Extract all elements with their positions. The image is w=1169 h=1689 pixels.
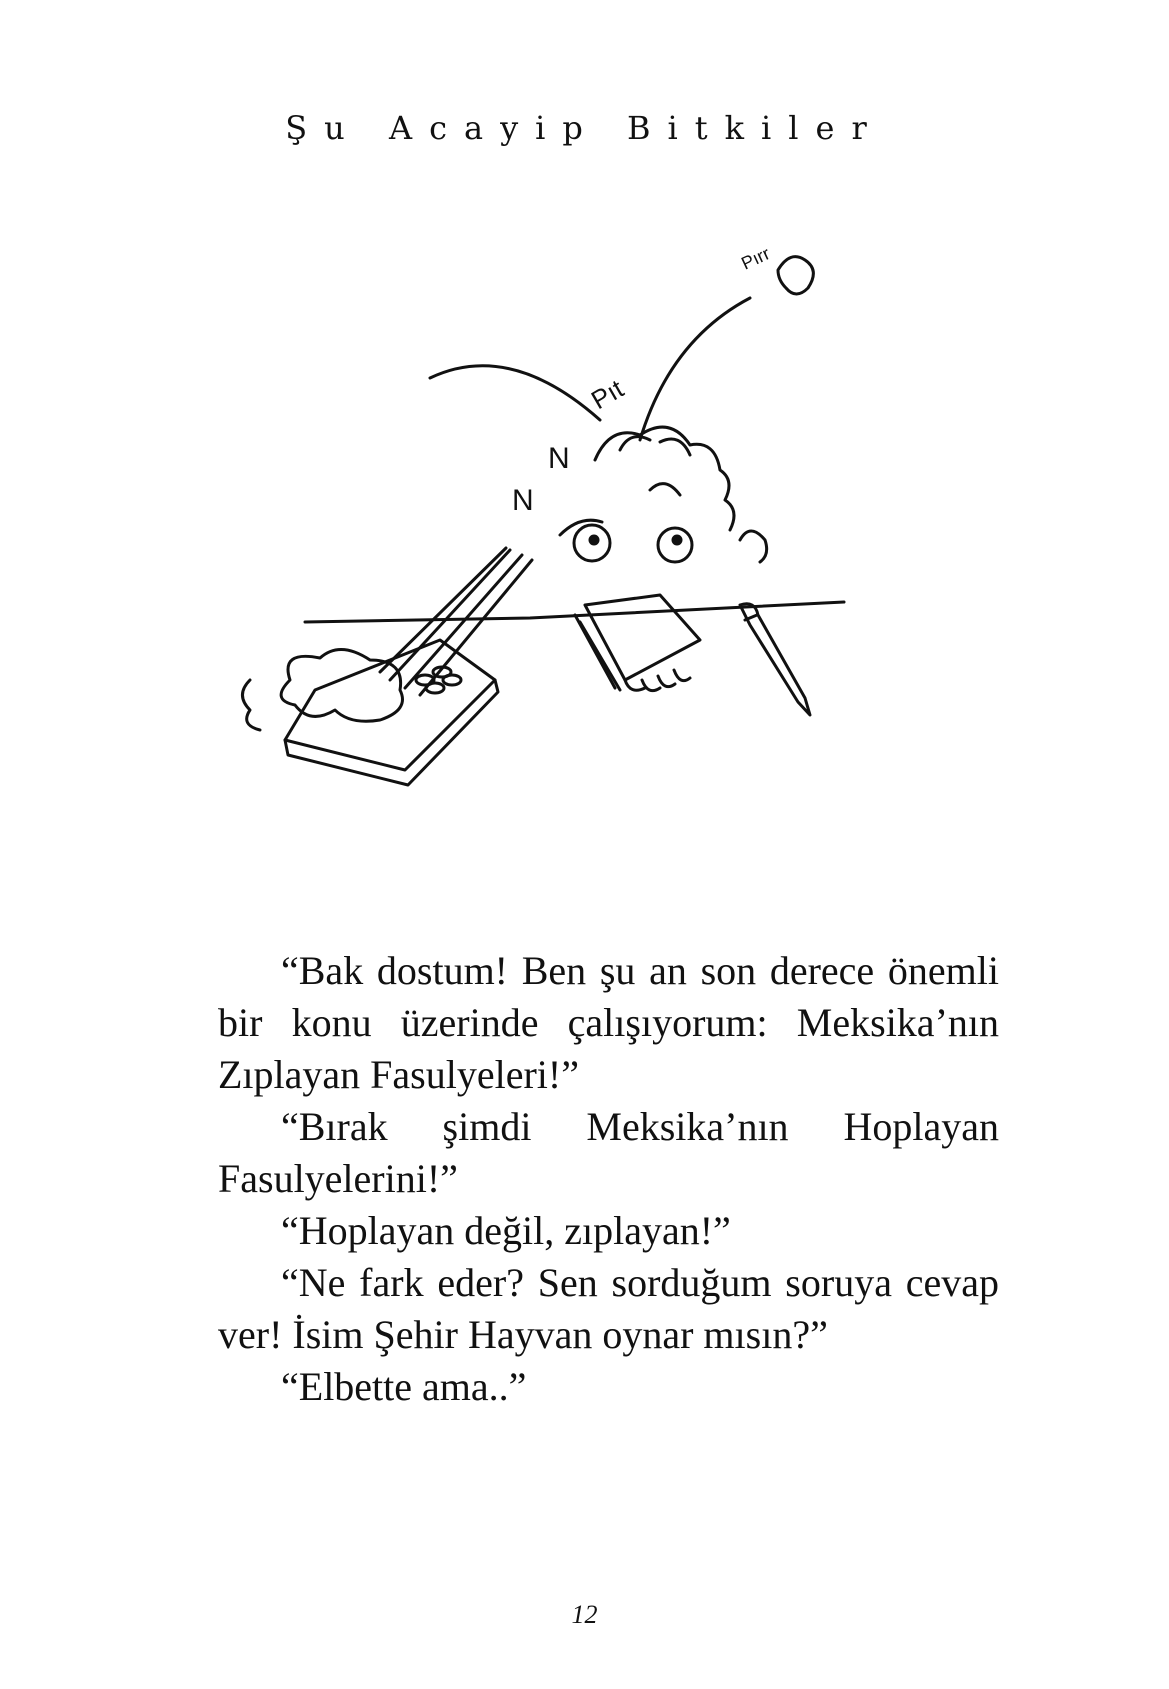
cartoon-illustration	[230, 210, 930, 850]
paragraph-1: “Bak dostum! Ben şu an son derece önemli bir konu üzerinde çalışıyorum: Meksika’nın Zıplayan Fasulyeleri!”	[218, 948, 999, 1097]
desk-edge	[305, 602, 844, 622]
handheld-game	[285, 640, 495, 770]
body-text	[218, 945, 999, 1413]
character-hair	[595, 427, 734, 530]
sound-label-pit: Pıt	[586, 373, 629, 416]
character-ear	[740, 531, 767, 562]
bean-left-arc	[430, 366, 600, 420]
pen	[740, 604, 810, 715]
sound-label-n2: N	[512, 484, 534, 517]
sound-label-n1: N	[548, 442, 570, 475]
flying-bean	[778, 257, 813, 294]
paragraph-4: “Ne fark eder? Sen sorduğum soruya cevap ver! İsim Şehir Hayvan oynar mısın?”	[218, 1260, 999, 1357]
page-number: 12	[571, 1600, 598, 1629]
running-head: Şu Acayip Bitkiler	[285, 109, 884, 147]
character-hand	[281, 649, 402, 721]
bean-trajectory-arc	[640, 298, 750, 440]
paragraph-2: “Bırak şimdi Meksika’nın Hoplayan Fasulyelerini!”	[218, 1104, 999, 1201]
sound-label-pirr: Pırr	[738, 243, 773, 274]
paragraph-3: “Hoplayan değil, zıplayan!”	[281, 1208, 731, 1253]
paragraph-5: “Elbette ama..”	[281, 1364, 527, 1409]
